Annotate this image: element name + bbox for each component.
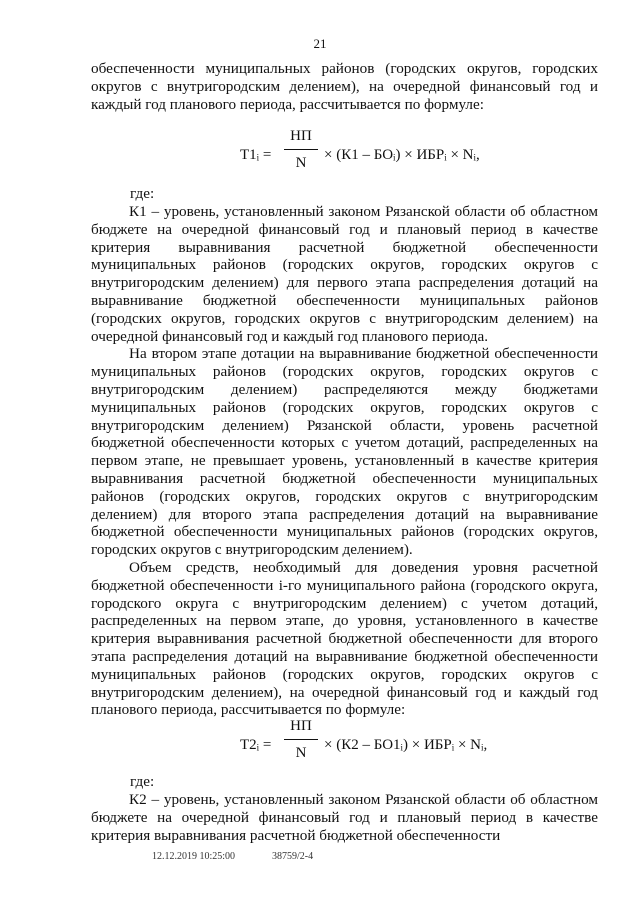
page-number: 21: [313, 36, 327, 51]
fraction-bar: [284, 739, 318, 740]
formula-t2: [0, 717, 640, 777]
formula-t2-numerator: НП: [290, 718, 312, 734]
where-label: где:: [130, 185, 155, 202]
footer-timestamp: 12.12.2019 10:25:00: [152, 851, 236, 862]
formula-t1-rhs: × (К1 – БОᵢ) × ИБРᵢ × Nᵢ,: [324, 147, 480, 163]
formula-t1-fraction: [283, 127, 319, 172]
formula-t1-numerator: НП: [290, 128, 312, 144]
formula-t1-denominator: N: [295, 155, 307, 171]
second-stage-paragraph: На втором этапе дотации на выравнивание бюджетной обеспеченности муниципальных районов (городских округов, городских округов с внутригородским делением) распределяются между бюджетами муниципальных районов (городских округов, городских округов с внутригородским делением) Рязанской области, уровень расчетной бюджетной обеспеченности которых с учетом дотаций, распределенных на первом этапе, не превышает уровень, установленный в качестве критерия выравнивания расчетной бюджетной обеспеченности муниципальных районов (городских округов, городских округов с внутригородским делением) для второго этапа распределения дотаций на выравнивание бюджетной обеспеченности муниципальных районов (городских округов, городских округов с внутригородским делением).: [91, 345, 598, 559]
k1-section: [91, 203, 598, 719]
formula-t1: [0, 127, 640, 187]
formula-t2-lhs: Т2ᵢ =: [240, 737, 272, 753]
k2-definition: К2 – уровень, установленный законом Рязанской области об областном бюджете на очередной финансовый год и плановый период в качестве критерия выравнивания расчетной бюджетной обеспеченности: [91, 791, 598, 844]
formula-t2-fraction: [283, 717, 319, 762]
fraction-bar: [284, 149, 318, 150]
intro-paragraph: [91, 60, 598, 113]
volume-paragraph: Объем средств, необходимый для доведения уровня расчетной бюджетной обеспеченности i-го муниципального района (городского округа, городского округа с внутригородским делением) с учетом дотаций, распределенных на первом этапе, до уровня, установленного в качестве критерия выравнивания расчетной бюджетной обеспеченности для второго этапа распределения дотаций на выравнивание бюджетной обеспеченности муниципальных районов (городских округов, городских округов с внутригородским делением), на очередной финансовый год и каждый год планового периода, рассчитывается по формуле:: [91, 558, 598, 719]
k2-section: [91, 791, 598, 844]
formula-t2-denominator: N: [295, 745, 307, 761]
footer-doc-id: 38759/2-4: [272, 851, 314, 862]
where-label-2: где:: [130, 773, 155, 790]
intro-text: обеспеченности муниципальных районов (городских округов, городских округов с внутригородским делением), на очередной финансовый год и каждый год планового периода, рассчитывается по формуле:: [91, 60, 598, 113]
k1-definition: К1 – уровень, установленный законом Рязанской области об областном бюджете на очередной финансовый год и плановый период в качестве критерия выравнивания расчетной бюджетной обеспеченности муниципальных районов (городских округов, городских округов с внутригородским делением) для первого этапа распределения дотаций на выравнивание бюджетной обеспеченности муниципальных районов (городских округов, городских округов с внутригородским делением) на очередной финансовый год и каждый год планового периода.: [91, 203, 598, 345]
formula-t2-rhs: × (К2 – БО1ᵢ) × ИБРᵢ × Nᵢ,: [324, 737, 488, 753]
formula-t1-lhs: Т1ᵢ =: [240, 147, 272, 163]
